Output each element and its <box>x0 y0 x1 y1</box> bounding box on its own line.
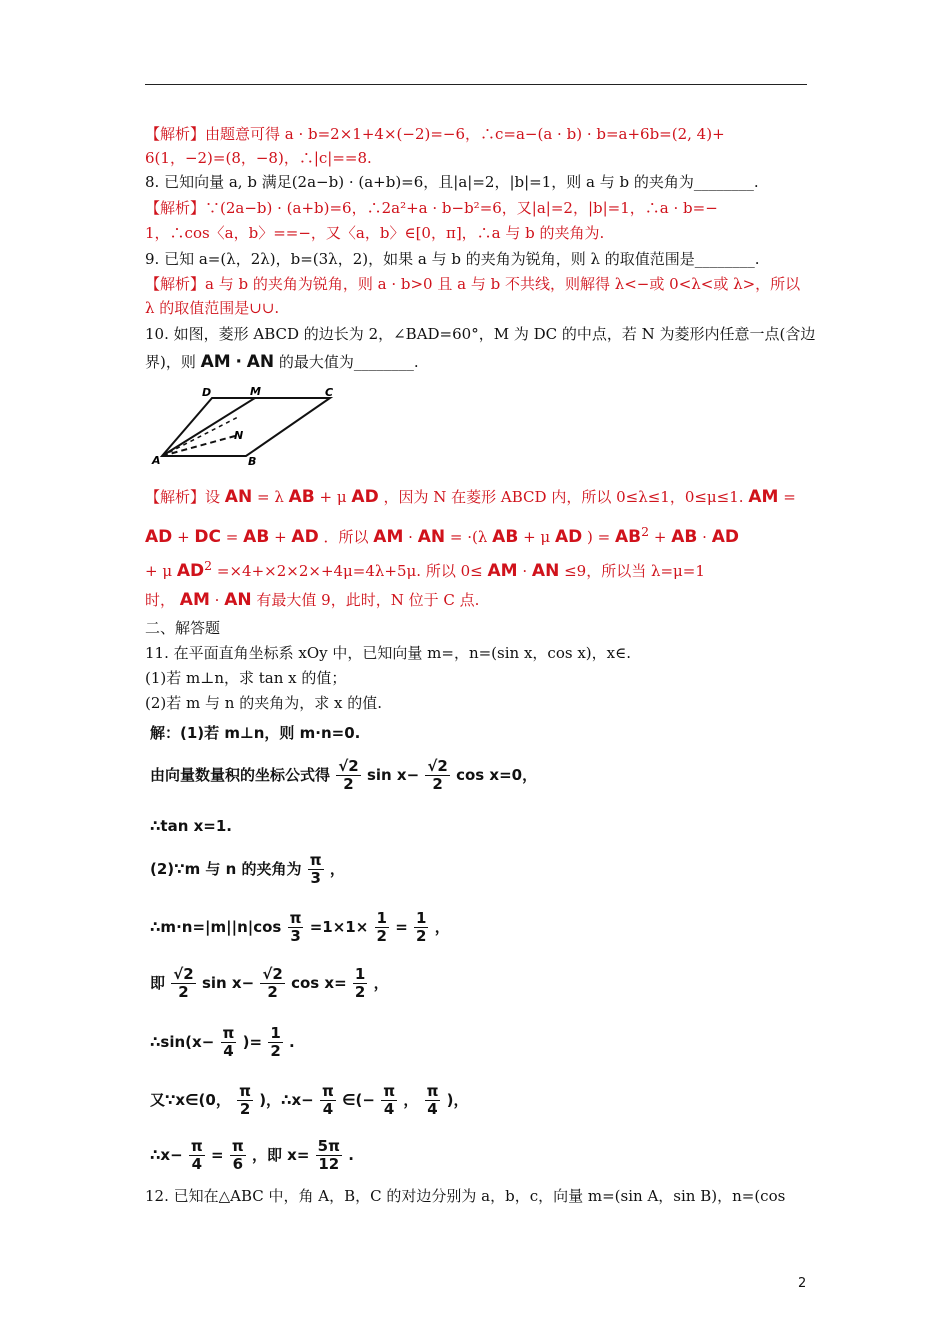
fraction: $\frac{√2}{2}$ <box>338 757 359 793</box>
dashed-line <box>162 416 240 456</box>
fraction: $\frac{\pi}{4}$ <box>222 1024 235 1060</box>
answer-8-line-1: 【解析】∵(2a−b) · (a+b)=6，∴2a²+a · b−b²=6，又|a|=2，|b|=1，∴a · b=− <box>145 199 718 217</box>
page-number: 2 <box>798 1276 807 1291</box>
solution-line-2: 由向量数量积的坐标公式得 $\frac{√2}{2}$ sin x− $\frac{√2}{2}$ cos x=0， <box>150 757 538 793</box>
fraction: $\frac{\pi}{4}$ <box>383 1082 396 1118</box>
answer-9-line-1: 【解析】a 与 b 的夹角为锐角，则 a · b>0 且 a 与 b 不共线，则解得 λ<−或 0<λ<或 λ>，所以 <box>145 275 801 293</box>
fraction: $\frac{\pi}{6}$ <box>231 1137 244 1173</box>
label-C: C <box>325 386 334 399</box>
answer-8-line-2: 1，∴cos〈a，b〉==−，又〈a，b〉∈[0，π]，∴a 与 b 的夹角为. <box>145 224 605 242</box>
fraction: $\frac{\pi}{4}$ <box>321 1082 334 1118</box>
label-B: B <box>248 455 257 468</box>
fraction: $\frac{√2}{2}$ <box>262 965 283 1001</box>
question-11-part-1: (1)若 m⊥n，求 tan x 的值； <box>145 669 347 687</box>
solution-line-3: ∴tan x=1. <box>150 817 233 835</box>
answer-line-1: 【解析】由题意可得 a · b=2×1+4×(−2)=−6，∴c=a−(a · b) · b=a+6b=(2, 4)+ <box>145 125 725 143</box>
vector-AN: AN <box>246 352 275 372</box>
question-10: 10. 如图，菱形 ABCD 的边长为 2，∠BAD=60°，M 为 DC 的中点，若 N 为菱形内任意一点(含边 <box>145 325 816 343</box>
fraction: $\frac{√2}{2}$ <box>427 757 448 793</box>
answer-10-line-3: + μ $AD^2 =\times 4+\times 2\times 2\times+4\mu=4\lambda+5\mu$. 所以 0≤ AM · AN ≤9，所以当 λ=μ=1 <box>145 558 705 581</box>
fraction: $\frac{\pi}{3}$ <box>309 851 322 887</box>
question-11: 11. 在平面直角坐标系 xOy 中，已知向量 m=，n=(sin x，cos x)，x∈. <box>145 644 631 662</box>
fraction: $\frac{\pi}{4}$ <box>190 1137 203 1173</box>
label-N: N <box>234 429 244 442</box>
fraction: $\frac{1}{2}$ <box>354 965 366 1001</box>
answer-10-line-2: AD + DC = AB + AD ．所以 AM · AN = ·(λ AB + μ AD ) = $AB^2$ + AB · AD <box>145 524 739 547</box>
fraction: $\frac{1}{2}$ <box>376 909 387 945</box>
answer-10-line-1: 【解析】设 AN = λ AB + μ AD ，因为 N 在菱形 ABCD 内，所以 0≤λ≤1，0≤μ≤1. AM = <box>145 487 796 507</box>
solution-line-1: 解：(1)若 m⊥n，则 m·n=0. <box>150 724 361 742</box>
vector-AM: AM <box>200 352 231 372</box>
solution-line-6: 即 $\frac{√2}{2}$ sin x− $\frac{√2}{2}$ cos x= $\frac{1}{2}$ ， <box>150 965 389 1001</box>
question-8: 8. 已知向量 a, b 满足(2a−b) · (a+b)=6，且|a|=2，|b|=1，则 a 与 b 的夹角为________. <box>145 173 759 191</box>
question-9: 9. 已知 a=(λ，2λ)，b=(3λ，2)，如果 a 与 b 的夹角为锐角，则 λ 的取值范围是________. <box>145 250 760 268</box>
answer-10-line-4: 时， AM · AN 有最大值 9，此时，N 位于 C 点. <box>145 590 480 610</box>
solution-line-5: ∴m·n=|m||n|cos $\frac{\pi}{3}$ =1×1× $\frac{1}{2}$ = $\frac{1}{2}$ ， <box>150 909 450 945</box>
solution-line-9: ∴x− $\frac{\pi}{4}$ = $\frac{\pi}{6}$ ，即 x= $\frac{5\pi}{12}$ . <box>150 1137 354 1173</box>
label-D: D <box>202 386 212 399</box>
fraction: $\frac{1}{2}$ <box>270 1024 281 1060</box>
question-12: 12. 已知在△ABC 中，角 A，B，C 的对边分别为 a，b，c，向量 m=(sin A，sin B)，n=(cos <box>145 1187 786 1205</box>
solution-line-4: (2)∵m 与 n 的夹角为 $\frac{\pi}{3}$ ， <box>150 851 345 887</box>
fraction: $\frac{\pi}{4}$ <box>426 1082 439 1118</box>
rhombus-shape <box>162 398 330 456</box>
segment-AN <box>162 436 235 456</box>
question-10-cont: 界)，则 AM · AN 的最大值为________. <box>145 352 419 372</box>
rhombus-figure <box>150 384 340 469</box>
answer-line-2: 6(1，−2)=(8，−8)，∴|c|==8. <box>145 149 372 167</box>
label-A: A <box>152 454 161 467</box>
fraction: $\frac{5\pi}{12}$ <box>317 1137 340 1173</box>
section-heading: 二、解答题 <box>145 619 221 637</box>
fraction: $\frac{\pi}{3}$ <box>289 909 302 945</box>
fraction: $\frac{\pi}{2}$ <box>239 1082 251 1118</box>
fraction: $\frac{1}{2}$ <box>416 909 427 945</box>
solution-line-7: ∴sin(x− $\frac{\pi}{4}$ )= $\frac{1}{2}$ . <box>150 1024 295 1060</box>
segment-AM <box>162 398 255 456</box>
label-M: M <box>250 385 261 398</box>
fraction: $\frac{√2}{2}$ <box>173 965 194 1001</box>
solution-line-8: 又∵x∈(0， $\frac{\pi}{2}$ )，∴x− $\frac{\pi}{4}$ ∈(− $\frac{\pi}{4}$ ， $\frac{\pi}{4}$ )， <box>150 1082 469 1118</box>
answer-9-line-2: λ 的取值范围是∪∪. <box>145 299 280 317</box>
question-11-part-2: (2)若 m 与 n 的夹角为，求 x 的值. <box>145 694 382 712</box>
header-rule <box>145 84 807 85</box>
